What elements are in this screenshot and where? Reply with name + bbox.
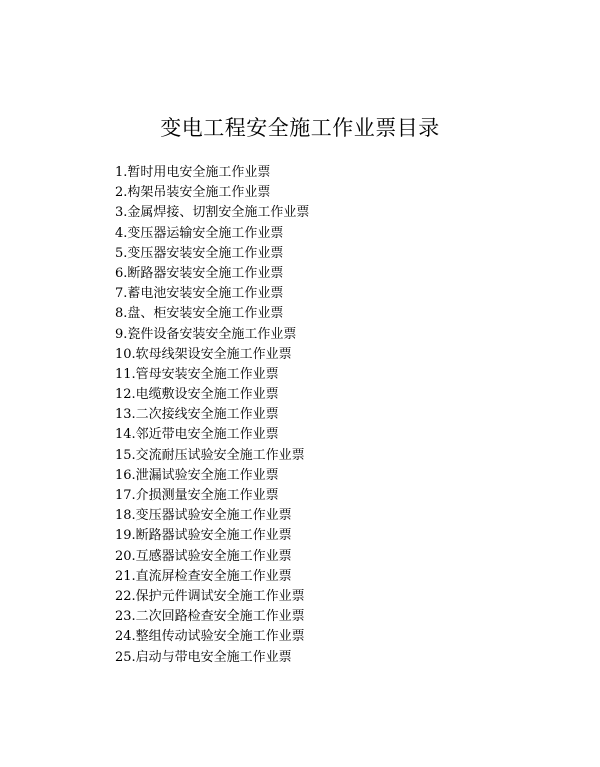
toc-item: 7.蓄电池安装安全施工作业票 xyxy=(115,286,284,302)
toc-item: 4.变压器运输安全施工作业票 xyxy=(115,225,284,241)
table-of-contents xyxy=(115,163,535,668)
toc-item: 23.二次回路检查安全施工作业票 xyxy=(115,609,305,625)
toc-item: 12.电缆敷设安全施工作业票 xyxy=(115,387,279,403)
toc-item: 14.邻近带电安全施工作业票 xyxy=(115,427,279,443)
toc-item: 6.断路器安装安全施工作业票 xyxy=(115,265,284,281)
toc-item: 9.瓷件设备安装安全施工作业票 xyxy=(115,326,297,342)
toc-item: 24.整组传动试验安全施工作业票 xyxy=(115,629,305,645)
toc-item: 10.软母线架设安全施工作业票 xyxy=(115,346,292,362)
toc-item: 20.互感器试验安全施工作业票 xyxy=(115,548,292,564)
toc-item: 13.二次接线安全施工作业票 xyxy=(115,407,279,423)
toc-item: 21.直流屏检查安全施工作业票 xyxy=(115,568,292,584)
toc-item: 11.管母安装安全施工作业票 xyxy=(115,366,279,382)
toc-item: 17.介损测量安全施工作业票 xyxy=(115,488,279,503)
toc-item: 5.变压器安装安全施工作业票 xyxy=(115,245,284,261)
toc-item: 8.盘、柜安装安全施工作业票 xyxy=(115,306,284,322)
toc-item: 15.交流耐压试验安全施工作业票 xyxy=(115,447,305,463)
toc-item: 3.金属焊接、切割安全施工作业票 xyxy=(115,205,310,221)
toc-item: 1.暂时用电安全施工作业票 xyxy=(115,165,271,180)
toc-item: 22.保护元件调试安全施工作业票 xyxy=(115,588,305,604)
toc-item: 16.泄漏试验安全施工作业票 xyxy=(115,467,279,483)
toc-item: 19.断路器试验安全施工作业票 xyxy=(115,528,292,544)
document-title: 变电工程安全施工作业票目录 xyxy=(160,116,440,140)
toc-item: 2.构架吊装安全施工作业票 xyxy=(115,185,271,201)
toc-item: 25.启动与带电安全施工作业票 xyxy=(115,649,292,665)
toc-item: 18.变压器试验安全施工作业票 xyxy=(115,508,292,524)
